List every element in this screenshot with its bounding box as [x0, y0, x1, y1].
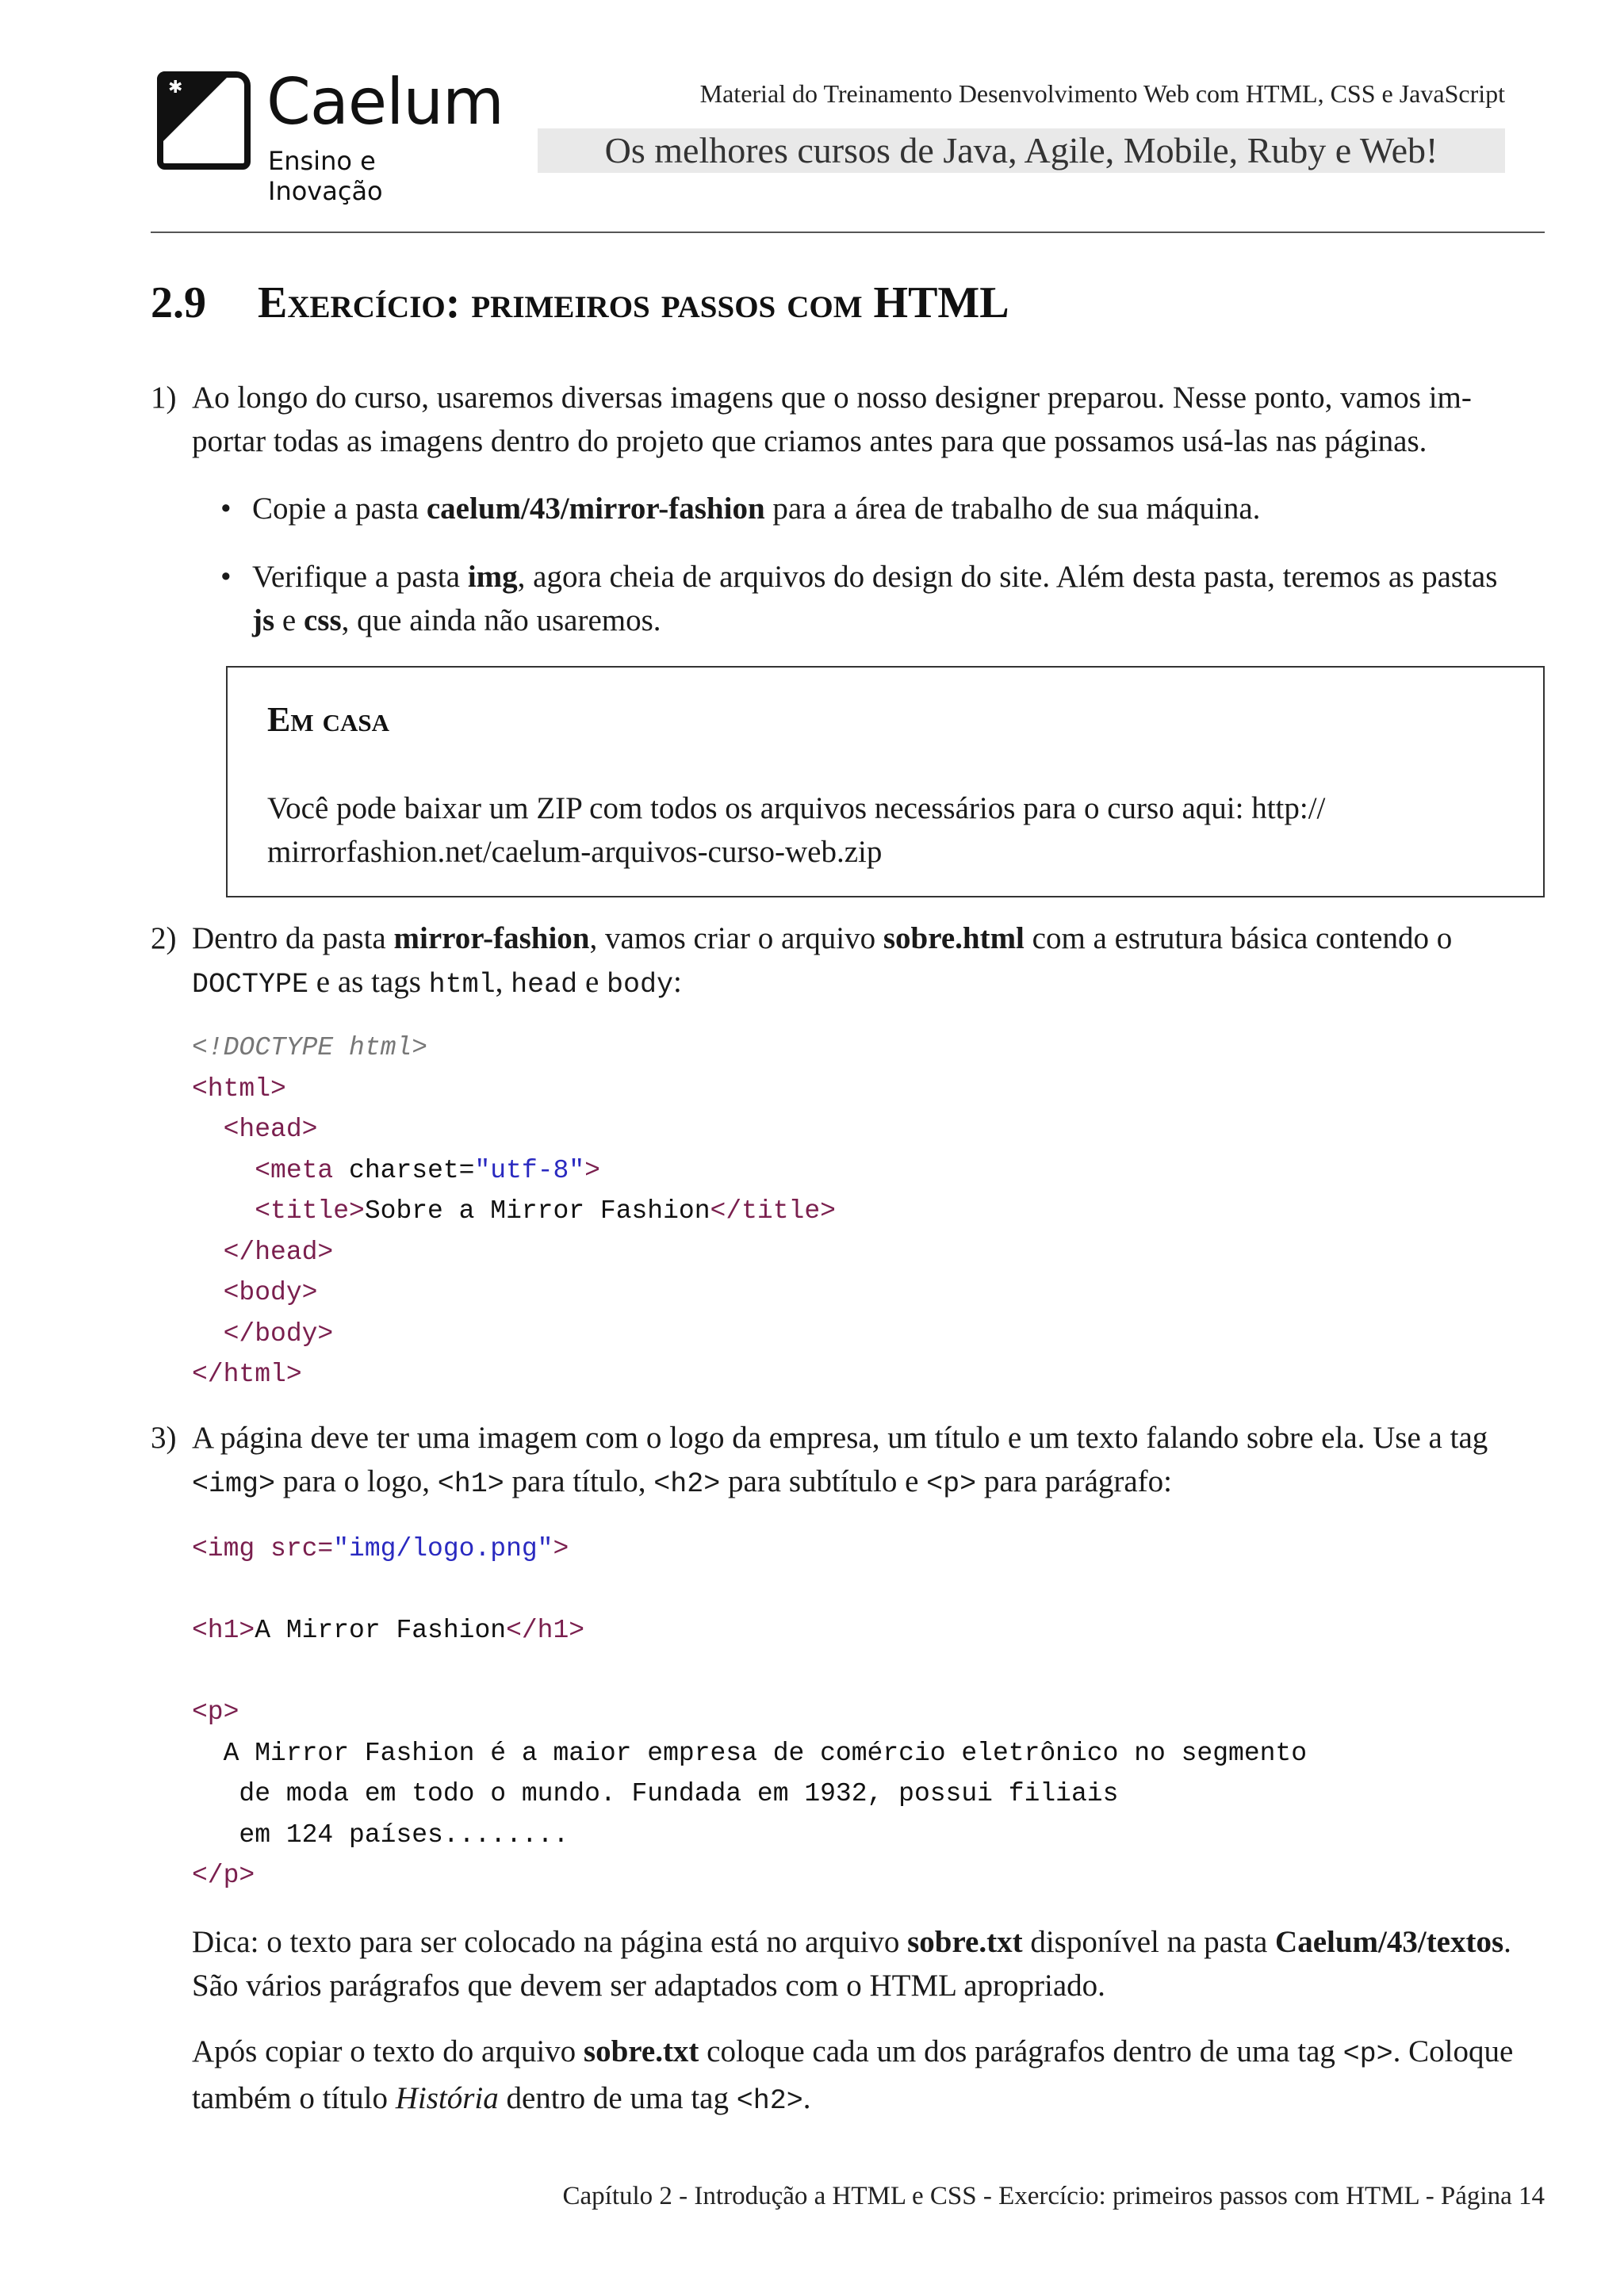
- instruction-paragraph: Após copiar o texto do arquivo sobre.txt coloque cada um dos parágrafos dentro de uma tag <p>. Coloque também o título História dentro de uma tag <h2>.: [192, 2034, 1514, 2117]
- callout-text: Você pode baixar um ZIP com todos os arquivos necessários para o curso aqui: http:// mirrorfashion.net/caelum-arquivos-curso-web.zip: [267, 791, 1326, 869]
- callout-box: [226, 666, 1545, 897]
- page-header: [151, 65, 1545, 206]
- logo-name: Caelum: [266, 65, 504, 139]
- code-meta-line: <meta charset="utf-8">: [255, 1155, 600, 1185]
- logo-tagline: Ensino e Inovação: [268, 146, 383, 206]
- code-title-line: <title>Sobre a Mirror Fashion</title>: [255, 1196, 836, 1226]
- item-number: 3): [151, 1421, 177, 1455]
- caelum-logo: [157, 65, 504, 206]
- section-number: 2.9: [151, 278, 206, 327]
- section-title: Exercício: primeiros passos com HTML: [258, 278, 1009, 327]
- item-number: 1): [151, 381, 177, 415]
- logo-mark-icon: ✱: [157, 71, 251, 170]
- document-page: ✱ Caelum Ensino e Inovação Material do Treinamento Desenvolvimento Web com HTML, CSS e JavaScript Os melhores cursos de Java, Agile, Mobile, Ruby e Web! 2.9 Exercício: primeiros passos com HTML 1) Ao longo do curso, usaremos diversas imagens que o nosso designer preparou. Nesse ponto, vamos im- portar todas as imagens dentro do projeto que criamos antes para que possamos usá-las nas páginas. • Copie a pasta caelum/43/mirror-fashion para a área de trabalho de sua máquina. • Verifique a pasta img, agora cheia de arquivos do design do site. Além desta pasta, teremos as pastas js e css, que ainda não usaremos. Em casa Você pode baixar um ZIP com todos os arquivos necessários para o curso aqui: http:// mirrorfashion.net/caelum-arquivos-curso-web.zip 2) Dentro da pasta mirror-fashion, vamos criar o arquivo sobre.html com a estrutura básica contendo o DOCTYPE e as tags html, head e body: <!DOCTYPE html> <html> <head> <meta charset="utf-8"> <title>Sobre a Mirror Fashion</title> </head> <body> </body> </html> 3) A página deve ter uma imagem com o logo da empresa, um título e um texto falando sobre ela. Use a tag <img> para o logo, <h1> para título, <h2> para subtítulo e <p> para parágrafo: <img src="img/logo.png"> <h1>A Mirror Fashion</h1> <p> A Mirror Fashion é a maior empresa de comércio eletrônico no segmento de moda em todo o mundo. Fundada em 1932, possui filiais em 124 países........ </p> Dica: o texto para ser colocado na página está no arquivo sobre.txt disponível na pasta Caelum/43/textos. São vários parágrafos que devem ser adaptados com o HTML apropriado. Após copiar o texto do arquivo sobre.txt coloque cada um dos parágrafos dentro de uma tag <p>. Coloque também o título História dentro de uma tag <h2>. Capítulo 2 - Introdução a HTML e CSS - Exercício: primeiros passos com HTML - Página 14: [151, 65, 1545, 2210]
- code-block-html-structure: <!DOCTYPE html> <html> <head> <meta charset="utf-8"> <title>Sobre a Mirror Fashion</title> </head> <body> </body> </html>: [192, 1033, 836, 1389]
- page-footer: Capítulo 2 - Introdução a HTML e CSS - Exercício: primeiros passos com HTML - Página 14: [562, 2182, 1545, 2210]
- item-text-line: portar todas as imagens dentro do projeto que criamos antes para que possamos usá-las nas páginas.: [192, 424, 1427, 458]
- bullet-icon: •: [220, 560, 232, 594]
- bullet-icon: •: [220, 492, 232, 526]
- section-heading: [151, 277, 1009, 328]
- material-title: Material do Treinamento Desenvolvimento Web com HTML, CSS e JavaScript: [699, 79, 1505, 108]
- header-slogan: Os melhores cursos de Java, Agile, Mobile, Ruby e Web!: [538, 128, 1505, 173]
- header-divider: [151, 232, 1545, 233]
- callout-title: Em casa: [267, 700, 390, 739]
- item-number: 2): [151, 921, 177, 955]
- code-block-page-content: <img src="img/logo.png"> <h1>A Mirror Fashion</h1> <p> A Mirror Fashion é a maior empresa de comércio eletrônico no segmento de moda em todo o mundo. Fundada em 1932, possui filiais em 124 países........ </p>: [192, 1534, 1308, 1890]
- tip-paragraph: Dica: o texto para ser colocado na página está no arquivo sobre.txt disponível na pasta Caelum/43/textos. São vários parágrafos que devem ser adaptados com o HTML apropriado.: [192, 1925, 1511, 2003]
- item-text-line: Ao longo do curso, usaremos diversas imagens que o nosso designer preparou. Nesse ponto, vamos im-: [192, 381, 1472, 415]
